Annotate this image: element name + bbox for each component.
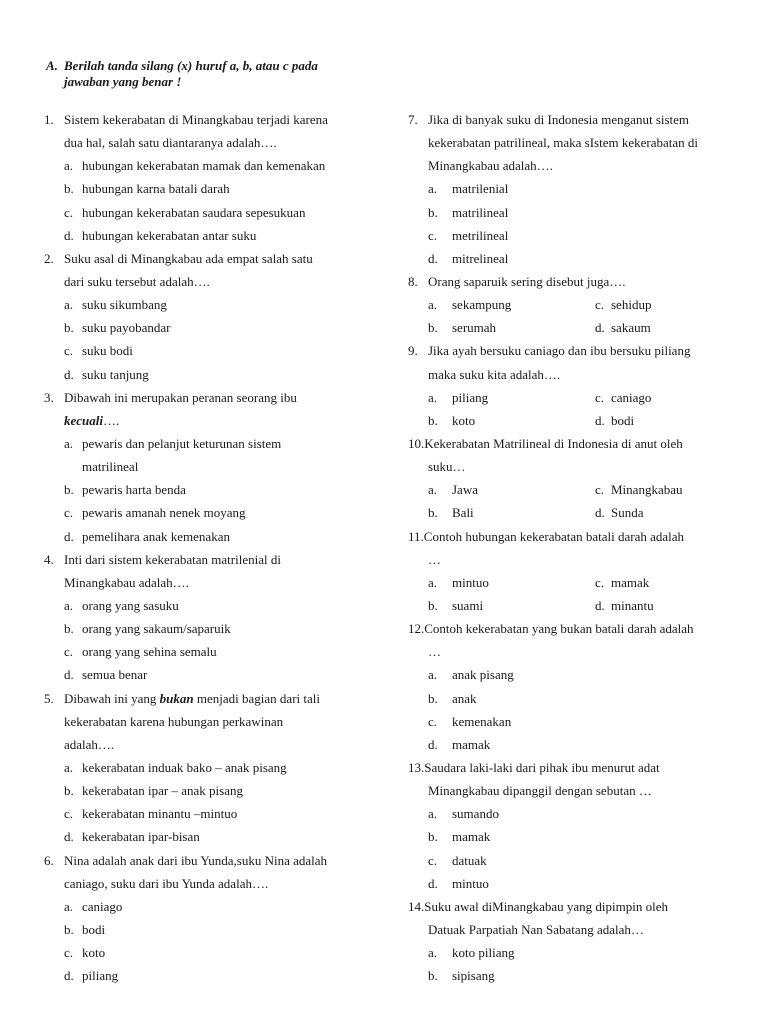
option-b[interactable]: b. bodi bbox=[64, 921, 106, 937]
option-a[interactable]: a. mintuo bbox=[428, 574, 489, 590]
question-text: Nina adalah anak dari ibu Yunda,suku Nina adalah bbox=[64, 852, 328, 868]
question-text: Minangkabau dipanggil dengan sebutan … bbox=[428, 783, 652, 799]
question-text: dari suku tersebut adalah…. bbox=[64, 273, 210, 289]
option-c[interactable]: c. kekerabatan minantu –mintuo bbox=[64, 806, 238, 822]
question-number: 5. bbox=[44, 690, 54, 706]
option-c[interactable]: c. caniago bbox=[595, 389, 652, 405]
option-a[interactable]: a. Jawa bbox=[428, 482, 478, 498]
question-text: kekerabatan patrilineal, maka sIstem kekerabatan di bbox=[428, 135, 698, 151]
option-c[interactable]: c. kemenakan bbox=[428, 713, 512, 729]
question-text: 14.Suku awal diMinangkabau yang dipimpin oleh bbox=[408, 898, 668, 914]
question-text: 12.Contoh kekerabatan yang bukan batali darah adalah bbox=[408, 621, 694, 637]
question-number: 3. bbox=[44, 389, 54, 405]
option-b[interactable]: b. pewaris harta benda bbox=[64, 482, 186, 498]
emphasis-word: bukan bbox=[159, 690, 194, 706]
question-text: 10.Kekerabatan Matrilineal di Indonesia di anut oleh bbox=[408, 435, 683, 451]
instruction-line-1: Berilah tanda silang (x) huruf a, b, atau c pada bbox=[64, 58, 318, 73]
question-text: Dibawah ini merupakan peranan seorang ibu bbox=[64, 389, 297, 405]
option-d[interactable]: d. piliang bbox=[64, 968, 119, 984]
option-a[interactable]: a. caniago bbox=[64, 898, 123, 914]
option-d[interactable]: d. hubungan kekerabatan antar suku bbox=[64, 227, 257, 243]
question-text: Suku asal di Minangkabau ada empat salah satu bbox=[64, 250, 313, 266]
question-6 bbox=[44, 849, 374, 988]
option-b[interactable]: b. koto bbox=[428, 412, 476, 428]
question-text: Inti dari sistem kekerabatan matrilenial di bbox=[64, 551, 281, 567]
option-b[interactable]: b. suami bbox=[428, 597, 484, 613]
option-c[interactable]: c. mamak bbox=[595, 574, 650, 590]
question-text: maka suku kita adalah…. bbox=[428, 366, 561, 382]
question-text: Sistem kekerabatan di Minangkabau terjadi karena bbox=[64, 112, 328, 127]
option-row bbox=[408, 478, 738, 501]
question-number: 11. bbox=[408, 528, 424, 544]
question-text: caniago, suku dari ibu Yunda adalah…. bbox=[64, 875, 269, 891]
question-text: Jika di banyak suku di Indonesia menganut sistem bbox=[428, 112, 690, 127]
instruction-line-2: jawaban yang benar ! bbox=[64, 74, 182, 89]
question-number: 1. bbox=[44, 112, 54, 127]
option-c[interactable]: c. sehidup bbox=[595, 297, 652, 313]
option-a-continued: matrilineal bbox=[82, 459, 139, 475]
question-2 bbox=[44, 247, 374, 386]
option-b[interactable]: b. suku payobandar bbox=[64, 320, 171, 336]
question-text: Jika ayah bersuku caniago dan ibu bersuku piliang bbox=[428, 343, 691, 359]
option-b[interactable]: b. hubungan karna batali darah bbox=[64, 181, 230, 197]
option-d[interactable]: d. mintuo bbox=[428, 875, 489, 891]
question-4 bbox=[44, 548, 374, 687]
option-b[interactable]: b. Bali bbox=[428, 505, 474, 521]
question-text: kekerabatan karena hubungan perkawinan bbox=[64, 713, 284, 729]
option-a[interactable]: a. anak pisang bbox=[428, 667, 514, 683]
question-text: Orang saparuik sering disebut juga…. bbox=[428, 273, 626, 289]
option-a[interactable]: a. sumando bbox=[428, 806, 499, 822]
question-text: … bbox=[428, 551, 441, 567]
option-c[interactable]: c. suku bodi bbox=[64, 343, 133, 359]
question-10 bbox=[408, 432, 738, 525]
option-b[interactable]: b. sipisang bbox=[428, 968, 495, 984]
option-row bbox=[408, 571, 738, 594]
option-d[interactable]: d. bodi bbox=[595, 412, 635, 428]
option-b[interactable]: b. anak bbox=[428, 690, 477, 706]
question-number: 10. bbox=[408, 435, 425, 451]
option-d[interactable]: d. minantu bbox=[595, 597, 654, 613]
option-a[interactable]: a. koto piliang bbox=[428, 945, 515, 961]
question-7 bbox=[408, 108, 738, 270]
question-number: 9. bbox=[408, 343, 418, 359]
option-a[interactable]: a. matrilenial bbox=[428, 181, 509, 197]
option-row bbox=[408, 316, 738, 339]
option-d[interactable]: d. pemelihara anak kemenakan bbox=[64, 528, 230, 544]
option-a[interactable]: a. hubungan kekerabatan mamak dan kemenakan bbox=[64, 158, 326, 174]
instruction-header bbox=[46, 58, 366, 90]
question-number: 12. bbox=[408, 621, 425, 637]
question-5 bbox=[44, 687, 374, 849]
option-row bbox=[408, 409, 738, 432]
option-c[interactable]: c. hubungan kekerabatan saudara sepesukuan bbox=[64, 204, 306, 220]
left-column bbox=[44, 108, 374, 987]
question-12 bbox=[408, 617, 738, 756]
question-number: 8. bbox=[408, 273, 418, 289]
question-11 bbox=[408, 525, 738, 618]
option-c[interactable]: c. Minangkabau bbox=[595, 482, 683, 498]
question-number: 4. bbox=[44, 551, 54, 567]
option-a[interactable]: a. kekerabatan induak bako – anak pisang bbox=[64, 759, 287, 775]
question-text: 13.Saudara laki-laki dari pihak ibu menurut adat bbox=[408, 759, 660, 775]
option-a[interactable]: a. pewaris dan pelanjut keturunan sistem bbox=[64, 435, 282, 451]
question-text: … bbox=[428, 644, 441, 660]
option-d[interactable]: d. mamak bbox=[428, 736, 491, 752]
question-1 bbox=[44, 108, 374, 247]
question-number: 13. bbox=[408, 759, 425, 775]
option-row bbox=[408, 594, 738, 617]
option-a[interactable]: a. orang yang sasuku bbox=[64, 597, 179, 613]
question-9 bbox=[408, 339, 738, 432]
question-text: suku… bbox=[428, 459, 466, 475]
emphasis-word: kecuali bbox=[64, 412, 103, 428]
question-number: 14. bbox=[408, 898, 425, 914]
option-b[interactable]: b. matrilineal bbox=[428, 204, 509, 220]
section-marker: A. bbox=[46, 58, 58, 73]
question-3 bbox=[44, 386, 374, 548]
question-8 bbox=[408, 270, 738, 339]
option-b[interactable]: b. serumah bbox=[428, 320, 497, 336]
option-d[interactable]: d. kekerabatan ipar-bisan bbox=[64, 829, 200, 845]
option-a[interactable]: a. piliang bbox=[428, 389, 489, 405]
option-b[interactable]: b. kekerabatan ipar – anak pisang bbox=[64, 783, 243, 799]
option-d[interactable]: d. sakaum bbox=[595, 320, 651, 336]
question-number: 6. bbox=[44, 852, 54, 868]
option-row bbox=[408, 501, 738, 524]
question-text: Dibawah ini yang bukan menjadi bagian dari tali bbox=[64, 690, 320, 706]
option-c[interactable]: c. metrilineal bbox=[428, 227, 509, 243]
option-row bbox=[408, 386, 738, 409]
option-d[interactable]: d. mitrelineal bbox=[428, 250, 509, 266]
option-c[interactable]: c. orang yang sehina semalu bbox=[64, 644, 217, 660]
option-row bbox=[408, 293, 738, 316]
question-text: dua hal, salah satu diantaranya adalah…. bbox=[64, 135, 277, 151]
option-b[interactable]: b. orang yang sakaum/saparuik bbox=[64, 621, 231, 637]
question-text: kecuali…. bbox=[64, 412, 120, 428]
question-text: Minangkabau adalah…. bbox=[64, 574, 189, 590]
question-text: adalah…. bbox=[64, 736, 115, 752]
option-a[interactable]: a. suku sikumbang bbox=[64, 297, 167, 313]
option-c[interactable]: c. koto bbox=[64, 945, 106, 961]
option-d[interactable]: d. Sunda bbox=[595, 505, 644, 521]
option-c[interactable]: c. pewaris amanah nenek moyang bbox=[64, 505, 246, 521]
option-a[interactable]: a. sekampung bbox=[428, 297, 512, 313]
question-text: Datuak Parpatiah Nan Sabatang adalah… bbox=[428, 921, 644, 937]
right-column bbox=[408, 108, 738, 987]
question-number: 7. bbox=[408, 112, 418, 127]
question-14 bbox=[408, 895, 738, 988]
question-text: Minangkabau adalah…. bbox=[428, 158, 553, 174]
question-text: 11.Contoh hubungan kekerabatan batali darah adalah bbox=[408, 528, 685, 544]
option-c[interactable]: c. datuak bbox=[428, 852, 487, 868]
option-b[interactable]: b. mamak bbox=[428, 829, 491, 845]
option-d[interactable]: d. suku tanjung bbox=[64, 366, 149, 382]
option-d[interactable]: d. semua benar bbox=[64, 667, 148, 683]
question-13 bbox=[408, 756, 738, 895]
question-number: 2. bbox=[44, 250, 54, 266]
